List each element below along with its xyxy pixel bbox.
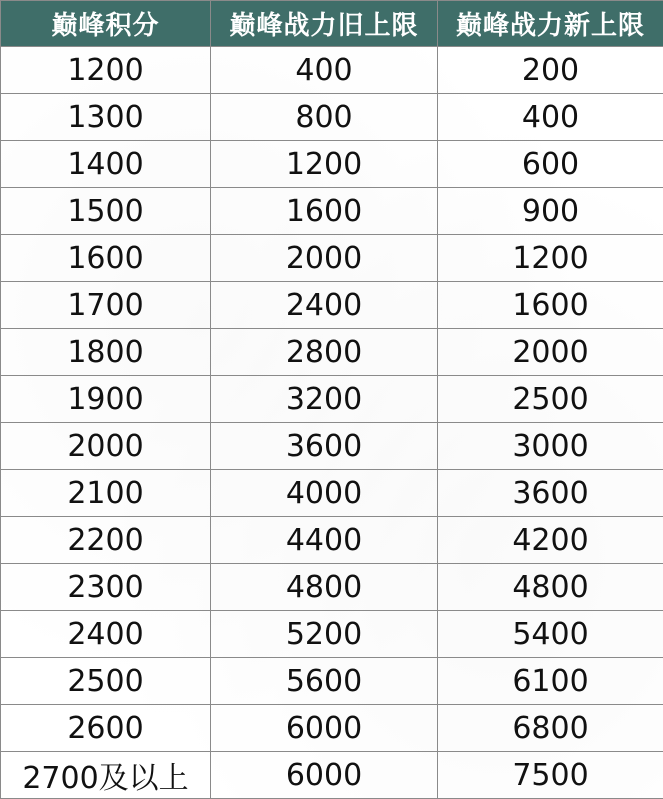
- cell-new-cap: 200: [438, 47, 663, 94]
- cell-old-cap: 400: [211, 47, 438, 94]
- cell-old-cap: 3200: [211, 376, 438, 423]
- cell-old-cap: 5200: [211, 611, 438, 658]
- cell-peak-score: 2500: [1, 658, 211, 705]
- cell-peak-score: 2600: [1, 705, 211, 752]
- cell-new-cap: 6100: [438, 658, 663, 705]
- cell-peak-score: 1300: [1, 94, 211, 141]
- header-peak-score: 巅峰积分: [1, 1, 211, 47]
- header-new-cap: 巅峰战力新上限: [438, 1, 663, 47]
- cell-old-cap: 4800: [211, 564, 438, 611]
- header-old-cap: 巅峰战力旧上限: [211, 1, 438, 47]
- cell-peak-score: 1700: [1, 282, 211, 329]
- table-row: [1, 705, 663, 752]
- cell-new-cap: 3000: [438, 423, 663, 470]
- cell-new-cap: 4800: [438, 564, 663, 611]
- table-row: [1, 658, 663, 705]
- cell-old-cap: 2800: [211, 329, 438, 376]
- table-row: [1, 235, 663, 282]
- table-row: [1, 94, 663, 141]
- table-row: [1, 564, 663, 611]
- cell-old-cap: 1600: [211, 188, 438, 235]
- cell-peak-score: 2700及以上: [1, 752, 211, 799]
- table-row: [1, 752, 663, 799]
- cell-new-cap: 4200: [438, 517, 663, 564]
- cell-peak-score: 1200: [1, 47, 211, 94]
- cell-new-cap: 2000: [438, 329, 663, 376]
- table-row: [1, 188, 663, 235]
- cell-peak-score: 2000: [1, 423, 211, 470]
- table-header-row: [1, 1, 663, 47]
- cell-new-cap: 1600: [438, 282, 663, 329]
- table-row: [1, 517, 663, 564]
- table-row: [1, 423, 663, 470]
- table-row: [1, 47, 663, 94]
- cell-new-cap: 6800: [438, 705, 663, 752]
- cell-old-cap: 1200: [211, 141, 438, 188]
- cell-old-cap: 2000: [211, 235, 438, 282]
- cell-peak-score: 1500: [1, 188, 211, 235]
- cell-new-cap: 3600: [438, 470, 663, 517]
- cell-old-cap: 3600: [211, 423, 438, 470]
- cell-peak-score: 2300: [1, 564, 211, 611]
- cell-old-cap: 800: [211, 94, 438, 141]
- cell-old-cap: 4000: [211, 470, 438, 517]
- cell-peak-score: 2200: [1, 517, 211, 564]
- cell-old-cap: 6000: [211, 752, 438, 799]
- cell-new-cap: 400: [438, 94, 663, 141]
- table-row: [1, 141, 663, 188]
- cell-new-cap: 2500: [438, 376, 663, 423]
- cell-peak-score: 1800: [1, 329, 211, 376]
- table-row: [1, 329, 663, 376]
- cell-old-cap: 4400: [211, 517, 438, 564]
- cell-new-cap: 600: [438, 141, 663, 188]
- table-row: [1, 282, 663, 329]
- table-row: [1, 470, 663, 517]
- cell-new-cap: 900: [438, 188, 663, 235]
- table-row: [1, 611, 663, 658]
- cell-old-cap: 6000: [211, 705, 438, 752]
- cell-new-cap: 7500: [438, 752, 663, 799]
- cell-old-cap: 5600: [211, 658, 438, 705]
- cell-new-cap: 5400: [438, 611, 663, 658]
- table-row: [1, 376, 663, 423]
- cell-new-cap: 1200: [438, 235, 663, 282]
- cell-peak-score: 1400: [1, 141, 211, 188]
- cell-old-cap: 2400: [211, 282, 438, 329]
- cell-peak-score: 1600: [1, 235, 211, 282]
- cell-peak-score: 2400: [1, 611, 211, 658]
- cell-peak-score: 1900: [1, 376, 211, 423]
- cell-peak-score: 2100: [1, 470, 211, 517]
